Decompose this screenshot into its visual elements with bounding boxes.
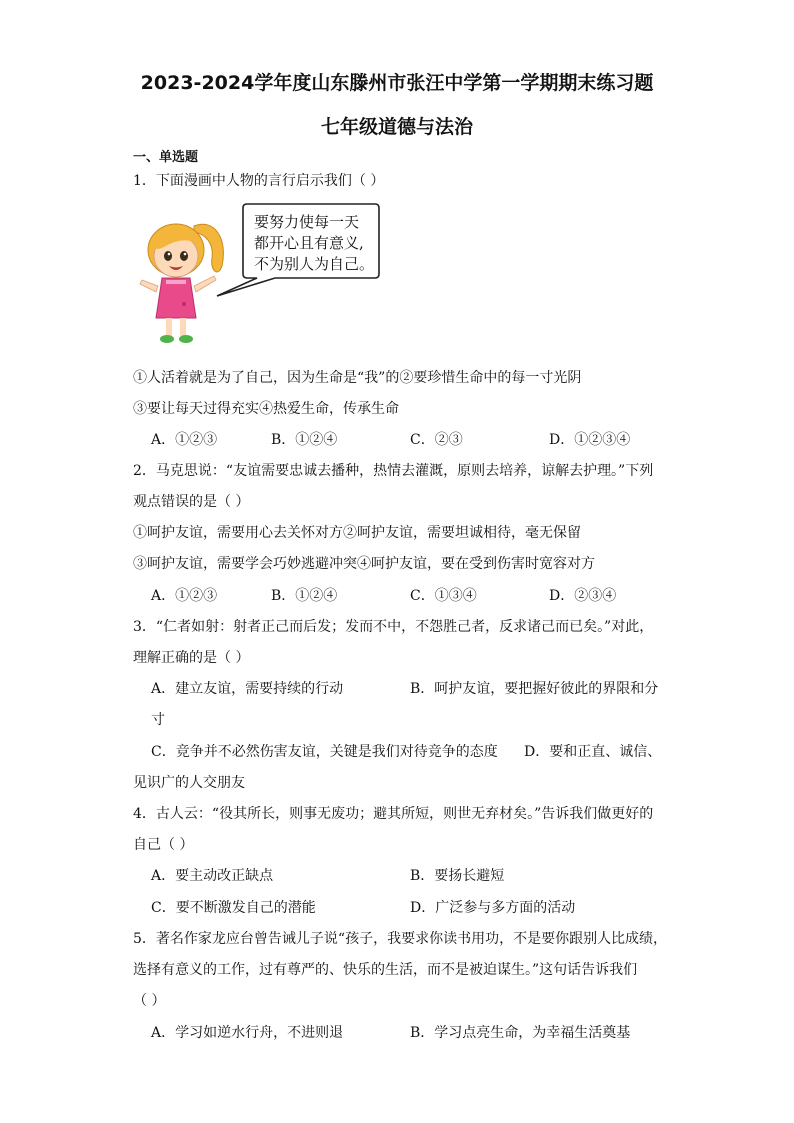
q5-stem-line-2: 选择有意义的工作，过有尊严的、快乐的生活，而不是被迫谋生。”这句话告诉我们	[133, 962, 638, 978]
q3-stem-line-1: 3．“仁者如射：射者正己而后发；发而不中，不怨胜己者，反求诸己而已矣。”对此，	[133, 619, 654, 635]
q2-option-b[interactable]: B．①②④	[271, 588, 338, 604]
q5-stem-line-3: （ ）	[133, 993, 166, 1009]
q5-option-a[interactable]: A．学习如逆水行舟，不进则退	[151, 1025, 344, 1041]
q2-option-d[interactable]: D．②③④	[549, 588, 617, 604]
q4-option-a[interactable]: A．要主动改正缺点	[151, 868, 274, 884]
q3-option-d-continued: 见识广的人交朋友	[133, 775, 245, 791]
q1-statements-2: ③要让每天过得充实④热爱生命，传承生命	[133, 401, 399, 417]
q3-option-b[interactable]: B．呵护友谊，要把握好彼此的界限和分	[410, 681, 659, 697]
q1-option-d[interactable]: D．①②③④	[549, 432, 631, 448]
q2-statements-2: ③呵护友谊，需要学会巧妙逃避冲突④呵护友谊，要在受到伤害时宽容对方	[133, 556, 595, 572]
q2-statements-1: ①呵护友谊，需要用心去关怀对方②呵护友谊，需要坦诚相待，毫无保留	[133, 525, 581, 541]
q4-option-c[interactable]: C．要不断激发自己的潜能	[151, 900, 316, 916]
q2-option-a[interactable]: A．①②③	[151, 588, 218, 604]
document-subtitle: 七年级道德与法治	[320, 116, 473, 138]
q2-stem-line-1: 2．马克思说：“友谊需要忠诚去播种，热情去灌溉，原则去培养，谅解去护理。”下列	[133, 463, 654, 479]
q1-stem: 1．下面漫画中人物的言行启示我们（ ）	[133, 173, 385, 189]
q1-option-c[interactable]: C．②③	[410, 432, 463, 448]
q3-option-c[interactable]: C．竞争并不必然伤害友谊，关键是我们对待竞争的态度	[151, 744, 498, 760]
q1-option-a[interactable]: A．①②③	[151, 432, 218, 448]
q1-statements-1: ①人活着就是为了自己，因为生命是“我”的②要珍惜生命中的每一寸光阴	[133, 370, 582, 386]
bubble-line-2: 都开心且有意义,	[254, 234, 364, 252]
q3-stem-line-2: 理解正确的是（ ）	[133, 650, 250, 666]
q4-stem-line-1: 4．古人云：“役其所长，则事无废功；避其所短，则世无弃材矣。”告诉我们做更好的	[133, 806, 654, 822]
q4-option-b[interactable]: B．要扬长避短	[410, 868, 505, 884]
q4-stem-line-2: 自己（ ）	[133, 837, 194, 853]
q5-stem-line-1: 5．著名作家龙应台曾告诫儿子说“孩子，我要求你读书用功，不是要你跟别人比成绩，	[133, 931, 668, 947]
q2-stem-line-2: 观点错误的是（ ）	[133, 494, 250, 510]
bubble-line-1: 要努力使每一天	[254, 213, 360, 231]
q3-option-b-continued: 寸	[151, 712, 165, 728]
q3-option-d[interactable]: D．要和正直、诚信、	[524, 744, 662, 760]
document-title: 2023-2024学年度山东滕州市张汪中学第一学期期末练习题	[140, 72, 654, 94]
section-heading: 一、单选题	[133, 150, 199, 165]
q1-option-b[interactable]: B．①②④	[271, 432, 338, 448]
q2-option-c[interactable]: C．①③④	[410, 588, 477, 604]
bubble-line-3: 不为别人为自己。	[254, 255, 375, 273]
q4-option-d[interactable]: D．广泛参与多方面的活动	[410, 900, 576, 916]
q3-option-a[interactable]: A．建立友谊，需要持续的行动	[151, 681, 344, 697]
q5-option-b[interactable]: B．学习点亮生命，为幸福生活奠基	[410, 1025, 631, 1041]
